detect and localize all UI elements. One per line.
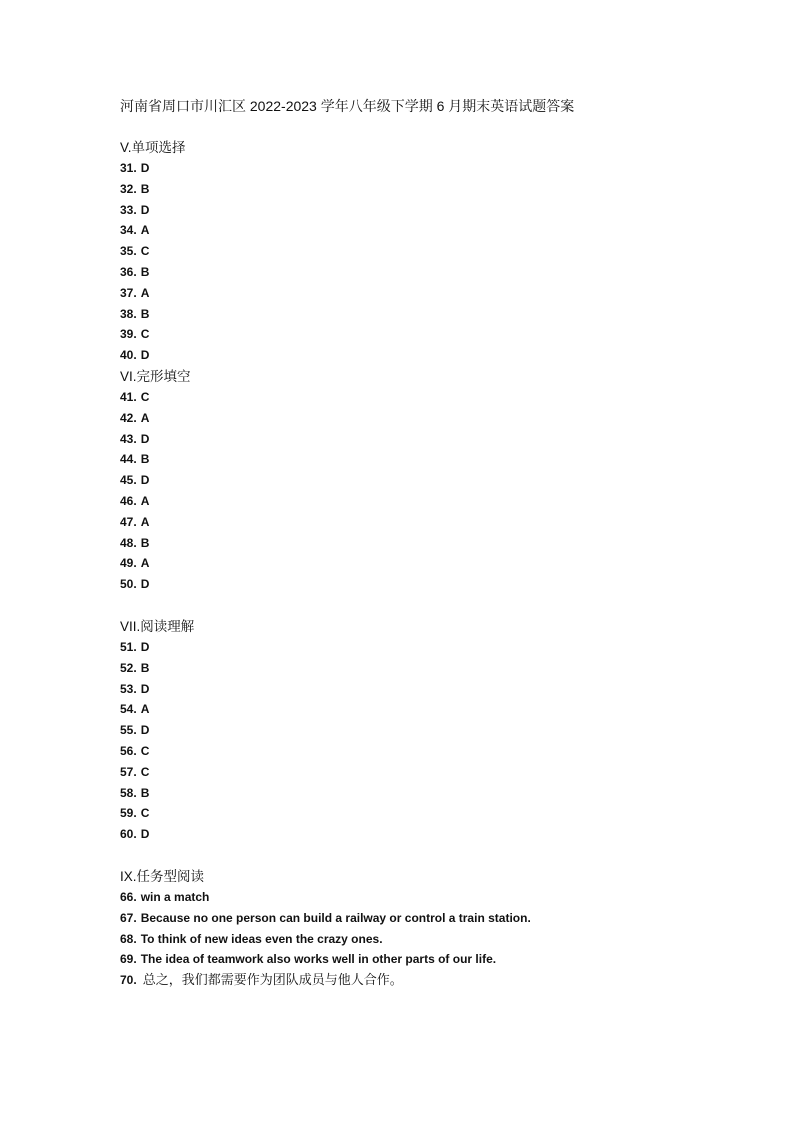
answer-item — [120, 783, 740, 804]
section-spacer — [120, 595, 740, 616]
answer-item — [120, 803, 740, 824]
answer-text: B — [140, 452, 150, 467]
answer-item — [120, 574, 740, 595]
question-number: 41. — [120, 389, 137, 404]
answer-item — [120, 179, 740, 200]
answer-item — [120, 553, 740, 574]
answer-text: D — [140, 639, 150, 654]
answer-text: A — [140, 702, 150, 717]
answer-item — [120, 887, 740, 908]
question-number: 45. — [120, 473, 137, 488]
question-number: 47. — [120, 514, 137, 529]
answer-text: A — [140, 493, 150, 508]
question-number: 39. — [120, 327, 137, 342]
section-task-reading — [120, 866, 740, 991]
answer-text: A — [140, 223, 150, 238]
answer-text: The idea of teamwork also works well in other parts of our life. — [140, 952, 497, 967]
answer-item — [120, 762, 740, 783]
answer-text: C — [140, 389, 150, 404]
answer-item — [120, 637, 740, 658]
answer-item — [120, 741, 740, 762]
answer-text: C — [140, 764, 150, 779]
section-heading: V.单项选择 — [120, 140, 186, 155]
question-number: 33. — [120, 202, 137, 217]
question-number: 67. — [120, 910, 137, 925]
answer-text: A — [140, 514, 150, 529]
document-title: 河南省周口市川汇区 2022-2023 学年八年级下学期 6 月期末英语试题答案 — [120, 98, 575, 114]
question-number: 46. — [120, 493, 137, 508]
question-number: 60. — [120, 827, 137, 842]
section-cloze — [120, 366, 740, 595]
answer-text: To think of new ideas even the crazy ones. — [140, 931, 383, 946]
section-heading: VI.完形填空 — [120, 368, 191, 384]
question-number: 51. — [120, 639, 137, 654]
question-number: 57. — [120, 764, 137, 779]
question-number: 56. — [120, 743, 137, 758]
question-number: 40. — [120, 348, 137, 363]
answer-item — [120, 658, 740, 679]
answer-text: D — [140, 431, 150, 446]
question-number: 34. — [120, 223, 137, 238]
answer-text: D — [140, 161, 150, 175]
answer-text: B — [140, 535, 150, 550]
answer-item — [120, 324, 740, 345]
question-number: 58. — [120, 785, 137, 800]
answer-text: D — [140, 202, 150, 217]
section-reading — [120, 616, 740, 845]
answer-item — [120, 491, 740, 512]
answer-item — [120, 824, 740, 845]
question-number: 48. — [120, 535, 137, 550]
question-number: 52. — [120, 660, 137, 675]
answer-text: 总之，我们都需要作为团队成员与他人合作。 — [142, 972, 403, 988]
question-number: 54. — [120, 702, 137, 717]
answer-text: D — [140, 681, 150, 696]
answer-item — [120, 241, 740, 262]
answer-text: D — [140, 577, 150, 592]
answer-text: D — [140, 827, 150, 842]
answer-text: A — [140, 556, 150, 571]
answer-item — [120, 283, 740, 304]
answer-text: A — [140, 410, 150, 425]
question-number: 32. — [120, 181, 137, 196]
answer-text: C — [140, 327, 150, 342]
question-number: 68. — [120, 931, 137, 946]
question-number: 55. — [120, 723, 137, 738]
section-heading: VII.阅读理解 — [120, 618, 195, 634]
answer-text: win a match — [140, 889, 210, 904]
answer-text: B — [140, 785, 150, 800]
answer-item — [120, 679, 740, 700]
answer-item — [120, 929, 740, 950]
answer-text: Because no one person can build a railway or control a train station. — [140, 910, 531, 925]
question-number: 43. — [120, 431, 137, 446]
answer-item — [120, 387, 740, 408]
answer-text: D — [140, 723, 150, 738]
answer-item — [120, 470, 740, 491]
answer-item — [120, 449, 740, 470]
question-number: 35. — [120, 244, 137, 259]
answer-item — [120, 200, 740, 221]
question-number: 66. — [120, 889, 137, 904]
section-single-choice — [120, 137, 740, 366]
answer-item — [120, 345, 740, 366]
answer-item — [120, 949, 740, 970]
answer-item — [120, 720, 740, 741]
answer-text: B — [140, 264, 150, 279]
answer-text: B — [140, 306, 150, 321]
answer-item — [120, 512, 740, 533]
answer-item — [120, 158, 740, 179]
question-number: 50. — [120, 577, 137, 592]
question-number: 44. — [120, 452, 137, 467]
question-number: 37. — [120, 285, 137, 300]
question-number: 38. — [120, 306, 137, 321]
answer-item — [120, 533, 740, 554]
answer-text: A — [140, 285, 150, 300]
question-number: 69. — [120, 952, 137, 967]
answer-item — [120, 970, 740, 991]
answer-text: C — [140, 806, 150, 821]
answer-item — [120, 220, 740, 241]
answer-text: B — [140, 181, 150, 196]
section-heading: IX.任务型阅读 — [120, 868, 205, 884]
question-number: 59. — [120, 806, 137, 821]
answer-item — [120, 408, 740, 429]
answer-item — [120, 429, 740, 450]
section-spacer — [120, 845, 740, 866]
answer-text: C — [140, 244, 150, 259]
answer-text: C — [140, 743, 150, 758]
answer-item — [120, 262, 740, 283]
answer-text: B — [140, 660, 150, 675]
answer-item — [120, 908, 740, 929]
document-content — [120, 96, 740, 991]
question-number: 42. — [120, 410, 137, 425]
question-number: 70. — [120, 973, 137, 988]
question-number: 31. — [120, 161, 137, 175]
question-number: 53. — [120, 681, 137, 696]
answer-text: D — [140, 348, 150, 363]
question-number: 36. — [120, 264, 137, 279]
answer-item — [120, 699, 740, 720]
answer-text: D — [140, 473, 150, 488]
question-number: 49. — [120, 556, 137, 571]
answer-item — [120, 304, 740, 325]
